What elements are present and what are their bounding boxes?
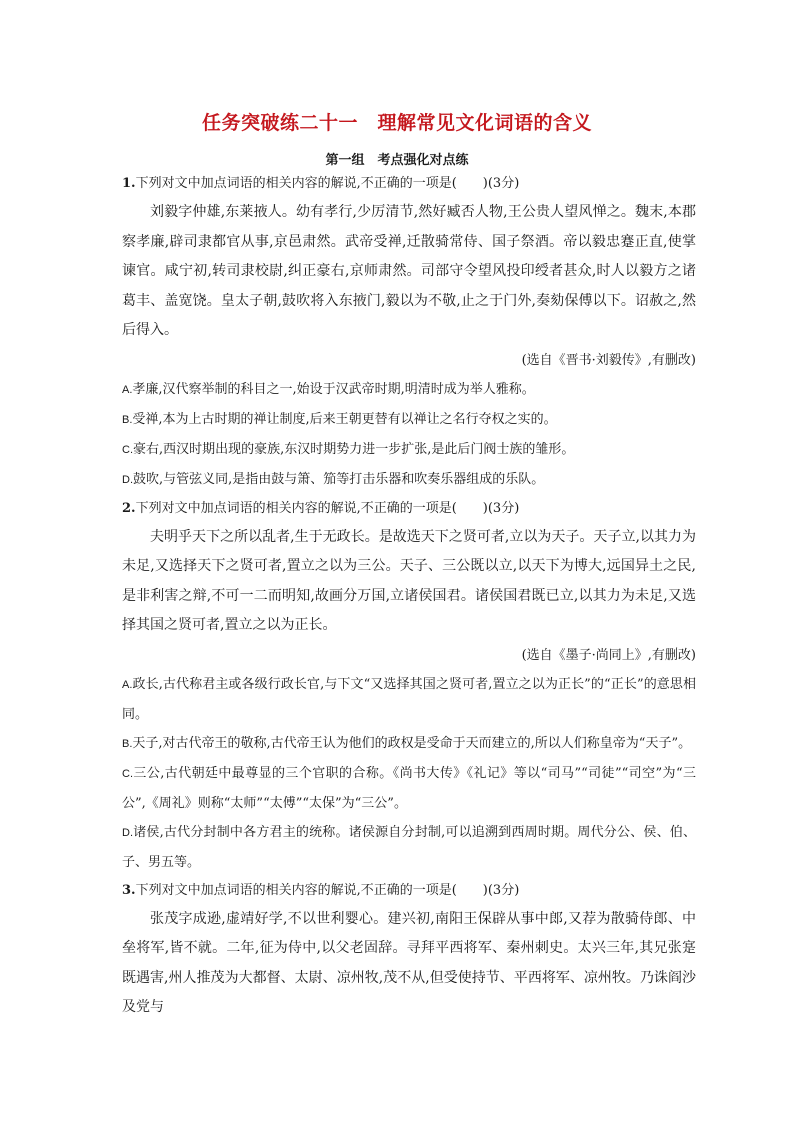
question-prompt	[122, 495, 696, 523]
option-c	[122, 759, 696, 818]
passage-source: (选自《墨子·尚同上》,有删改)	[521, 647, 696, 663]
question-text: 下列对文中加点词语的相关内容的解说,不正确的一项是( )(3分)	[135, 500, 520, 516]
question-prompt	[122, 877, 696, 905]
question-number: 1.	[122, 176, 136, 191]
option-text: 鼓吹,与管弦义同,是指由鼓与箫、笳等打击乐器和吹奏乐器组成的乐队。	[133, 471, 545, 487]
option-label: D.	[122, 826, 133, 839]
question-number: 3.	[122, 882, 136, 898]
option-b	[122, 405, 696, 435]
option-d	[122, 465, 696, 495]
question-text: 下列对文中加点词语的相关内容的解说,不正确的一项是( )(3分)	[135, 176, 520, 191]
question-prompt	[122, 170, 696, 198]
option-d	[122, 818, 696, 877]
option-b	[122, 729, 696, 759]
page-title: 任务突破练二十一 理解常见文化词语的含义	[201, 112, 592, 134]
question-number: 2.	[122, 500, 136, 516]
option-label: B.	[122, 413, 133, 426]
option-text: 三公,古代朝廷中最尊显的三个官职的合称。《尚书大传》《礼记》等以“司马”“司徒”“司空”为“三公”,《周礼》则称“太师”“太傅”“太保”为“三公”。	[122, 765, 696, 811]
passage-source: (选自《晋书·刘毅传》,有删改)	[521, 352, 696, 368]
passage-text: 张茂字成逊,虚靖好学,不以世利婴心。建兴初,南阳王保辟从事中郎,又荐为散骑侍郎、中垒将军,皆不就。二年,征为侍中,以父老固辞。寻拜平西将军、秦州刺史。太兴三年,其兄张寔既遇害,州人推茂为大都督、太尉、凉州牧,茂不从,但受使持节、平西将军、凉州牧。乃诛阎沙及党与	[122, 910, 696, 1015]
option-text: 诸侯,古代分封制中各方君主的统称。诸侯源自分封制,可以追溯到西周时期。周代分公、侯、伯、子、男五等。	[122, 824, 696, 870]
option-label: C.	[122, 767, 133, 780]
option-text: 天子,对古代帝王的敬称,古代帝王认为他们的政权是受命于天而建立的,所以人们称皇帝为“天子”。	[132, 735, 692, 751]
question-1	[122, 170, 696, 495]
option-label: A.	[122, 383, 133, 396]
question-text: 下列对文中加点词语的相关内容的解说,不正确的一项是( )(3分)	[135, 882, 520, 898]
option-label: D.	[122, 473, 133, 486]
option-text: 孝廉,汉代察举制的科目之一,始设于汉武帝时期,明清时成为举人雅称。	[132, 381, 535, 397]
option-text: 豪右,西汉时期出现的豪族,东汉时期势力进一步扩张,是此后门阀士族的雏形。	[133, 441, 575, 457]
question-2	[122, 495, 696, 877]
option-text: 政长,古代称君主或各级行政长官,与下文“又选择其国之贤可者,置立之以为正长”的“正长”的意思相同。	[122, 676, 696, 722]
option-label: B.	[122, 737, 133, 750]
option-a	[122, 375, 696, 405]
question-3	[122, 877, 696, 1023]
passage-text: 夫明乎天下之所以乱者,生于无政长。是故选天下之贤可者,立以为天子。天子立,以其力为未足,又选择天下之贤可者,置立之以为三公。天子、三公既以立,以天下为博大,远国异土之民,是非利害之辩,不可一二而明知,故画分万国,立诸侯国君。诸侯国君既已立,以其力为未足,又选择其国之贤可者,置立之以为正长。	[122, 528, 696, 633]
content-area	[122, 170, 696, 1023]
option-text: 受禅,本为上古时期的禅让制度,后来王朝更替有以禅让之名行夺权之实的。	[132, 411, 557, 427]
option-c	[122, 435, 696, 465]
option-label: A.	[122, 678, 133, 691]
section-subtitle: 第一组 考点强化对点练	[325, 153, 469, 168]
option-label: C.	[122, 443, 133, 456]
passage-text: 刘毅字仲雄,东莱掖人。幼有孝行,少厉清节,然好臧否人物,王公贵人望风惮之。魏末,本郡察孝廉,辟司隶都官从事,京邑肃然。武帝受禅,迁散骑常侍、国子祭酒。帝以毅忠蹇正直,使掌谏官。咸宁初,转司隶校尉,纠正豪右,京师肃然。司部守令望风投印绶者甚众,时人以毅方之诸葛丰、盖宽饶。皇太子朝,鼓吹将入东掖门,毅以为不敬,止之于门外,奏劾保傅以下。诏赦之,然后得入。	[122, 204, 696, 338]
option-a	[122, 670, 696, 729]
